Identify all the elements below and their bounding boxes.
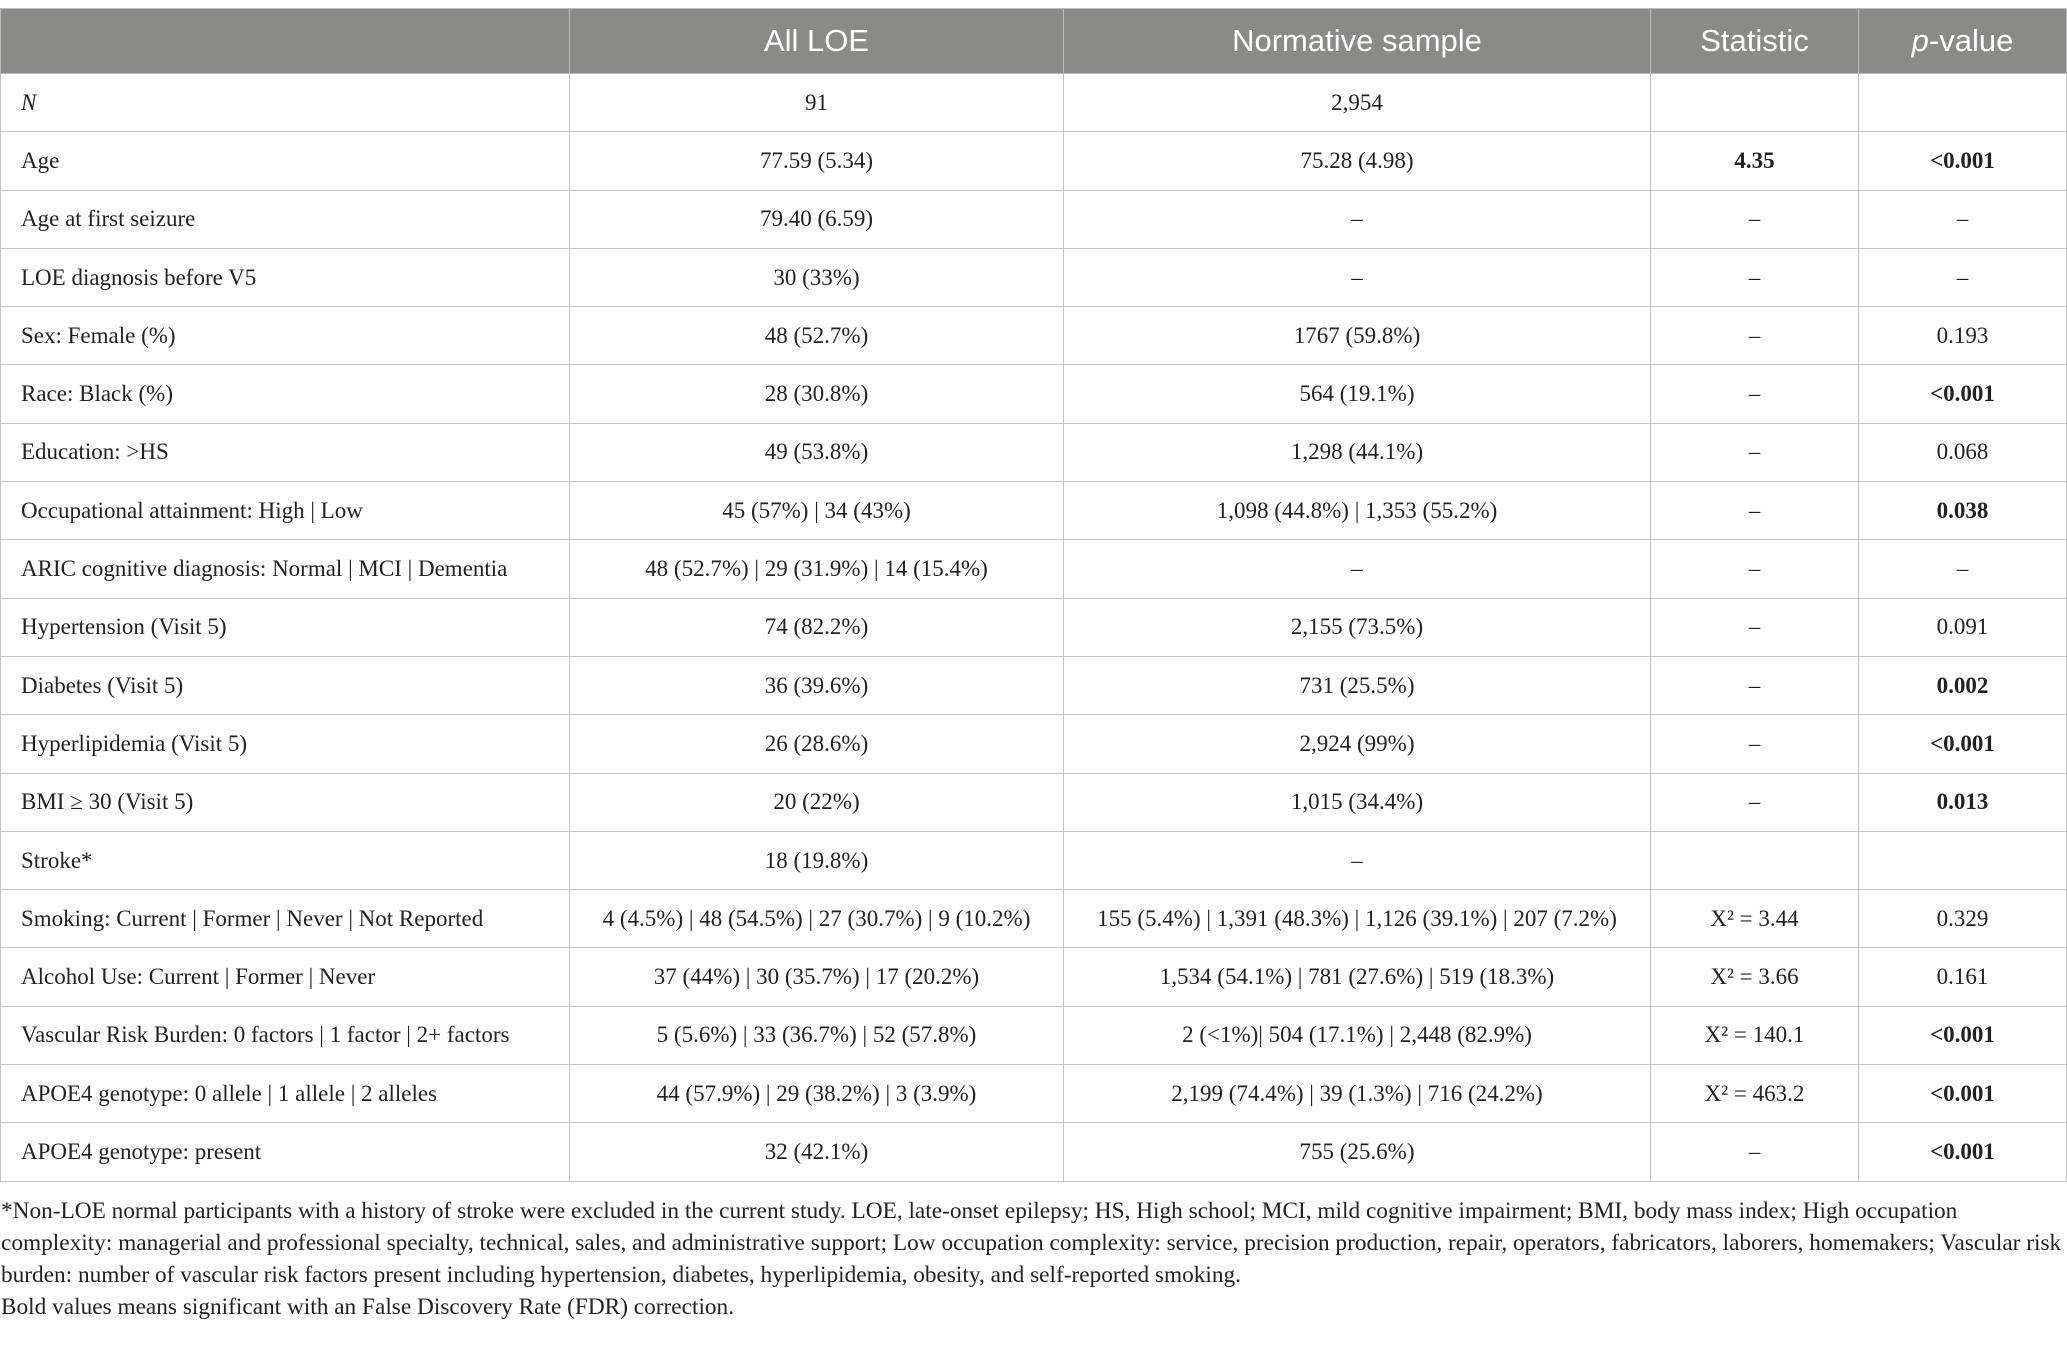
row-label: Age: [1, 132, 570, 190]
cell-statistic: –: [1651, 190, 1859, 248]
cell-all-loe: 79.40 (6.59): [570, 190, 1064, 248]
footnote-bold-values: Bold values means significant with an False Discovery Rate (FDR) correction.: [1, 1294, 735, 1320]
cell-normative: 2,199 (74.4%) | 39 (1.3%) | 716 (24.2%): [1064, 1065, 1651, 1123]
cell-p-value: 0.193: [1859, 307, 2067, 365]
cell-statistic: –: [1651, 423, 1859, 481]
cell-p-value: <0.001: [1859, 1065, 2067, 1123]
cell-normative: 564 (19.1%): [1064, 365, 1651, 423]
cell-all-loe: 20 (22%): [570, 773, 1064, 831]
cell-normative: 1,015 (34.4%): [1064, 773, 1651, 831]
row-label: Occupational attainment: High | Low: [1, 482, 570, 540]
cell-statistic: –: [1651, 307, 1859, 365]
header-p-value: [1859, 9, 2067, 74]
table-row: [1, 1006, 2067, 1064]
row-label: APOE4 genotype: present: [1, 1123, 570, 1181]
cell-normative: 2,155 (73.5%): [1064, 598, 1651, 656]
table-row: [1, 656, 2067, 714]
table-row: [1, 890, 2067, 948]
table-row: [1, 1123, 2067, 1181]
cell-all-loe: 30 (33%): [570, 248, 1064, 306]
row-label: Age at first seizure: [1, 190, 570, 248]
cell-statistic: –: [1651, 540, 1859, 598]
cell-statistic: 4.35: [1651, 132, 1859, 190]
row-label: Education: >HS: [1, 423, 570, 481]
cell-p-value: –: [1859, 190, 2067, 248]
cell-all-loe: 37 (44%) | 30 (35.7%) | 17 (20.2%): [570, 948, 1064, 1006]
cell-all-loe: 77.59 (5.34): [570, 132, 1064, 190]
cell-p-value: [1859, 831, 2067, 889]
table-row: [1, 948, 2067, 1006]
cell-p-value: 0.329: [1859, 890, 2067, 948]
row-label: Hypertension (Visit 5): [1, 598, 570, 656]
cell-p-value: –: [1859, 540, 2067, 598]
cell-statistic: –: [1651, 715, 1859, 773]
cell-p-value: 0.002: [1859, 656, 2067, 714]
table-row: [1, 423, 2067, 481]
cell-p-value: [1859, 74, 2067, 132]
header-row: [1, 9, 2067, 74]
cell-p-value: <0.001: [1859, 365, 2067, 423]
row-label: Stroke*: [1, 831, 570, 889]
cell-statistic: –: [1651, 598, 1859, 656]
cell-statistic: [1651, 74, 1859, 132]
cell-statistic: X² = 3.66: [1651, 948, 1859, 1006]
cell-normative: –: [1064, 540, 1651, 598]
row-label: Hyperlipidemia (Visit 5): [1, 715, 570, 773]
cell-p-value: <0.001: [1859, 1006, 2067, 1064]
row-label: Race: Black (%): [1, 365, 570, 423]
cell-statistic: –: [1651, 482, 1859, 540]
cell-normative: 731 (25.5%): [1064, 656, 1651, 714]
table-row: [1, 74, 2067, 132]
table-container: [0, 8, 2067, 1182]
row-label: ARIC cognitive diagnosis: Normal | MCI | Dementia: [1, 540, 570, 598]
cell-normative: –: [1064, 190, 1651, 248]
cell-all-loe: 44 (57.9%) | 29 (38.2%) | 3 (3.9%): [570, 1065, 1064, 1123]
cell-all-loe: 49 (53.8%): [570, 423, 1064, 481]
footnotes: [1, 1195, 2065, 1323]
cell-all-loe: 26 (28.6%): [570, 715, 1064, 773]
characteristics-table: [0, 8, 2067, 1182]
table-row: [1, 598, 2067, 656]
cell-statistic: [1651, 831, 1859, 889]
table-row: [1, 831, 2067, 889]
row-label: APOE4 genotype: 0 allele | 1 allele | 2 alleles: [1, 1065, 570, 1123]
header-p-letter: p: [1911, 23, 1929, 58]
row-label: Vascular Risk Burden: 0 factors | 1 factor | 2+ factors: [1, 1006, 570, 1064]
cell-normative: 1,098 (44.8%) | 1,353 (55.2%): [1064, 482, 1651, 540]
cell-p-value: –: [1859, 248, 2067, 306]
cell-p-value: 0.038: [1859, 482, 2067, 540]
cell-all-loe: 48 (52.7%) | 29 (31.9%) | 14 (15.4%): [570, 540, 1064, 598]
table-row: [1, 482, 2067, 540]
cell-normative: –: [1064, 248, 1651, 306]
cell-all-loe: 45 (57%) | 34 (43%): [570, 482, 1064, 540]
header-blank: [1, 9, 570, 74]
table-row: [1, 715, 2067, 773]
table-body: [1, 74, 2067, 1182]
row-label: N: [1, 74, 570, 132]
cell-normative: 2 (<1%)| 504 (17.1%) | 2,448 (82.9%): [1064, 1006, 1651, 1064]
table-row: [1, 773, 2067, 831]
cell-p-value: 0.161: [1859, 948, 2067, 1006]
cell-all-loe: 48 (52.7%): [570, 307, 1064, 365]
table-row: [1, 307, 2067, 365]
row-label: BMI ≥ 30 (Visit 5): [1, 773, 570, 831]
cell-p-value: <0.001: [1859, 132, 2067, 190]
cell-all-loe: 18 (19.8%): [570, 831, 1064, 889]
cell-normative: 1,298 (44.1%): [1064, 423, 1651, 481]
footnote-abbreviations: *Non-LOE normal participants with a history of stroke were excluded in the current study. LOE, late-onset epilepsy; HS, High school; MCI, mild cognitive impairment; BMI, body mass index; High occupation complexity: managerial and professional specialty, technical, sales, and administrative support; Low occupation complexity: service, precision production, repair, operators, fabricators, laborers, homemakers; Vascular risk burden: number of vascular risk factors present including hypertension, diabetes, hyperlipidemia, obesity, and self-reported smoking.: [1, 1198, 2062, 1288]
cell-statistic: X² = 3.44: [1651, 890, 1859, 948]
cell-normative: 2,954: [1064, 74, 1651, 132]
cell-normative: 1767 (59.8%): [1064, 307, 1651, 365]
table-row: [1, 365, 2067, 423]
header-normative-sample: Normative sample: [1064, 9, 1651, 74]
cell-statistic: –: [1651, 365, 1859, 423]
cell-normative: –: [1064, 831, 1651, 889]
cell-normative: 755 (25.6%): [1064, 1123, 1651, 1181]
header-all-loe: All LOE: [570, 9, 1064, 74]
cell-statistic: –: [1651, 656, 1859, 714]
header-p-rest: -value: [1928, 23, 2014, 58]
cell-p-value: <0.001: [1859, 715, 2067, 773]
table-row: [1, 190, 2067, 248]
cell-normative: 1,534 (54.1%) | 781 (27.6%) | 519 (18.3%): [1064, 948, 1651, 1006]
header-p-italic: [1912, 23, 2014, 58]
cell-statistic: –: [1651, 248, 1859, 306]
header-statistic: Statistic: [1651, 9, 1859, 74]
cell-normative: 2,924 (99%): [1064, 715, 1651, 773]
table-row: [1, 248, 2067, 306]
cell-statistic: –: [1651, 773, 1859, 831]
cell-p-value: 0.013: [1859, 773, 2067, 831]
table-row: [1, 540, 2067, 598]
row-label: Alcohol Use: Current | Former | Never: [1, 948, 570, 1006]
cell-p-value: <0.001: [1859, 1123, 2067, 1181]
cell-statistic: X² = 140.1: [1651, 1006, 1859, 1064]
table-row: [1, 1065, 2067, 1123]
cell-normative: 155 (5.4%) | 1,391 (48.3%) | 1,126 (39.1%) | 207 (7.2%): [1064, 890, 1651, 948]
cell-p-value: 0.091: [1859, 598, 2067, 656]
cell-p-value: 0.068: [1859, 423, 2067, 481]
cell-all-loe: 5 (5.6%) | 33 (36.7%) | 52 (57.8%): [570, 1006, 1064, 1064]
cell-all-loe: 74 (82.2%): [570, 598, 1064, 656]
row-label: Sex: Female (%): [1, 307, 570, 365]
cell-normative: 75.28 (4.98): [1064, 132, 1651, 190]
cell-all-loe: 28 (30.8%): [570, 365, 1064, 423]
cell-all-loe: 36 (39.6%): [570, 656, 1064, 714]
cell-all-loe: 32 (42.1%): [570, 1123, 1064, 1181]
cell-statistic: X² = 463.2: [1651, 1065, 1859, 1123]
row-label: Diabetes (Visit 5): [1, 656, 570, 714]
row-label: LOE diagnosis before V5: [1, 248, 570, 306]
cell-all-loe: 4 (4.5%) | 48 (54.5%) | 27 (30.7%) | 9 (10.2%): [570, 890, 1064, 948]
row-label: Smoking: Current | Former | Never | Not Reported: [1, 890, 570, 948]
table-row: [1, 132, 2067, 190]
cell-all-loe: 91: [570, 74, 1064, 132]
cell-statistic: –: [1651, 1123, 1859, 1181]
